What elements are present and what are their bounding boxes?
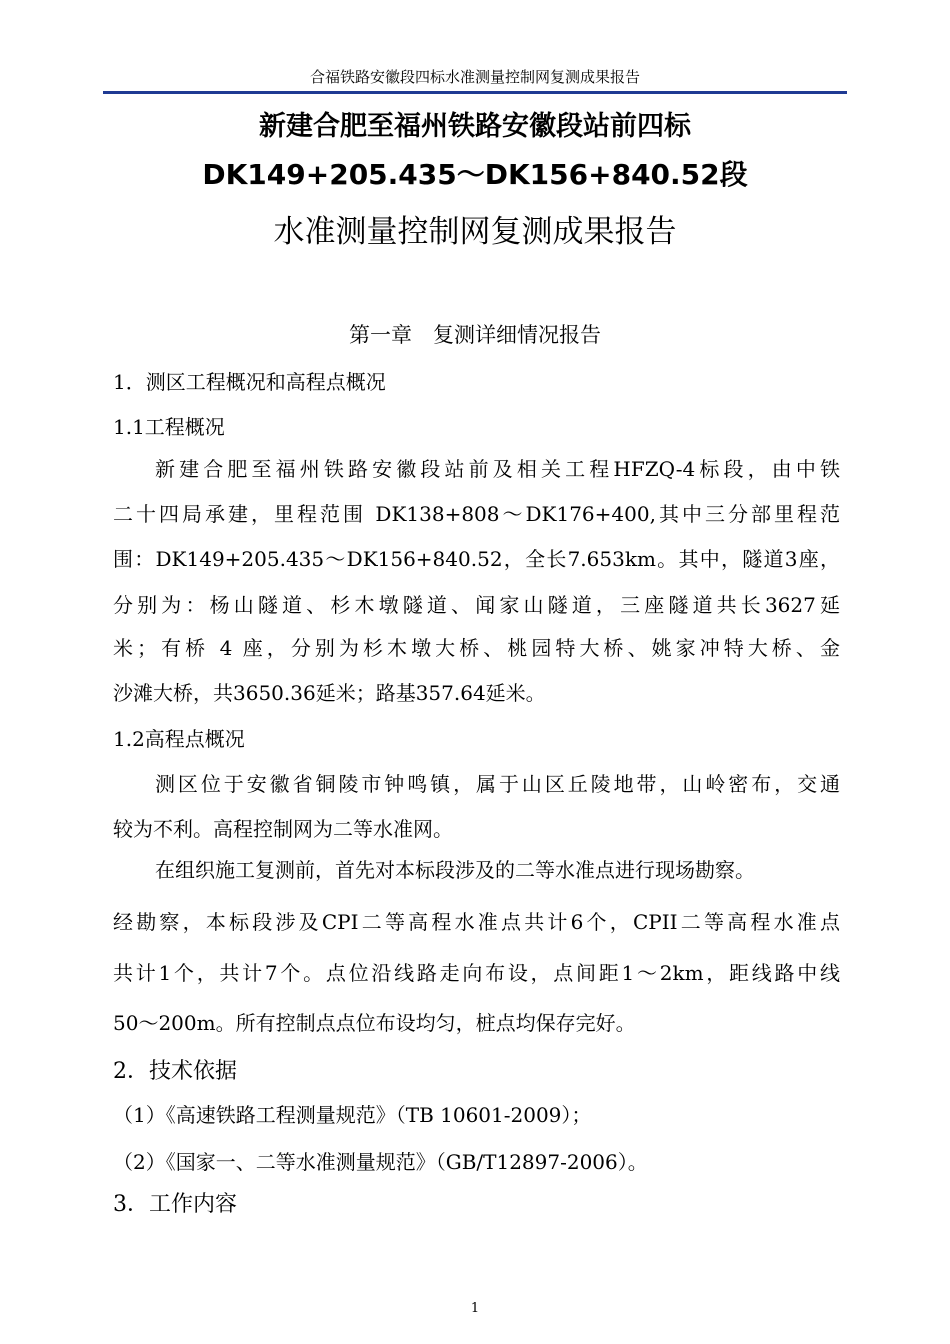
para1-line: 分别为：杨山隧道、杉木墩隧道、闻家山隧道，三座隧道共长3627延 <box>113 593 840 617</box>
title-line-3: 水准测量控制网复测成果报告 <box>273 214 677 250</box>
title-line-2: DK149+205.435～DK156+840.52段 <box>202 158 748 191</box>
subsection-1-2-heading: 1.2高程点概况 <box>113 727 245 751</box>
para2-line: 测区位于安徽省铜陵市钟鸣镇，属于山区丘陵地带，山岭密布，交通 <box>155 772 840 796</box>
para2-line: 较为不利。高程控制网为二等水准网。 <box>113 817 453 841</box>
para1-line: 沙滩大桥，共3650.36延米；路基357.64延米。 <box>113 681 546 705</box>
para3-line: 50～200m。所有控制点点位布设均匀，桩点均保存完好。 <box>113 1011 636 1035</box>
para3-line: 共计1个，共计7个。点位沿线路走向布设，点间距1～2km，距线路中线 <box>113 961 840 985</box>
section-2-heading: 2．技术依据 <box>113 1059 237 1084</box>
chapter-heading: 第一章 复测详细情况报告 <box>349 323 601 347</box>
reference-item: （1）《高速铁路工程测量规范》（TB 10601-2009）； <box>113 1103 592 1127</box>
para1-line: 米；有桥 4 座，分别为杉木墩大桥、桃园特大桥、姚家冲特大桥、金 <box>113 636 840 660</box>
para1-line: 围：DK149+205.435～DK156+840.52，全长7.653km。其中，隧道3座， <box>113 547 840 571</box>
para1-line: 二十四局承建，里程范围 DK138+808～DK176+400,其中三分部里程范 <box>113 502 840 526</box>
reference-item: （2）《国家一、二等水准测量规范》（GB/T12897-2006）。 <box>113 1150 648 1174</box>
page-number: 1 <box>470 1301 480 1316</box>
para3-line: 经勘察，本标段涉及CPI二等高程水准点共计6个，CPII二等高程水准点 <box>113 910 840 934</box>
section-3-heading: 3．工作内容 <box>113 1192 237 1217</box>
title-line-1: 新建合肥至福州铁路安徽段站前四标 <box>259 111 691 142</box>
page-header: 合福铁路安徽段四标水准测量控制网复测成果报告 <box>309 68 640 86</box>
para1-line: 新建合肥至福州铁路安徽段站前及相关工程HFZQ-4标段，由中铁 <box>155 457 840 481</box>
para3-line: 在组织施工复测前，首先对本标段涉及的二等水准点进行现场勘察。 <box>155 858 755 882</box>
header-rule <box>103 91 847 94</box>
subsection-1-1-heading: 1.1工程概况 <box>113 415 225 439</box>
section-1-heading: 1．测区工程概况和高程点概况 <box>113 370 386 394</box>
